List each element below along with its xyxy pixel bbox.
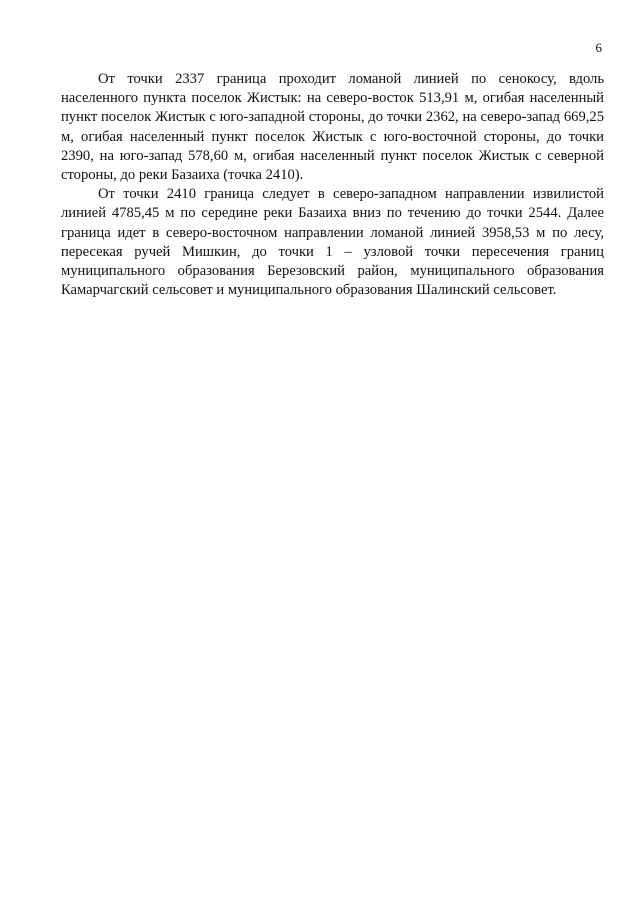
page-number: 6	[595, 40, 602, 55]
paragraph-boundary-zhistyk: От точки 2337 граница проходит ломаной линией по сенокосу, вдоль населенного пункта поселок Жистык: на северо-восток 513,91 м, огибая населенный пункт поселок Жистык с юго-западной стороны, до точки 2362, на северо-запад 669,25 м, огибая населенный пункт поселок Жистык с юго-восточной стороны, до точки 2390, на юго-запад 578,60 м, огибая населенный пункт поселок Жистык с северной стороны, до реки Базаиха (точка 2410).	[61, 71, 604, 184]
document-body	[61, 70, 604, 300]
paragraph-boundary-bazaikha: От точки 2410 граница следует в северо-западном направлении извилистой линией 4785,45 м по середине реки Базаиха вниз по течению до точки 2544. Далее граница идет в северо-восточном направлении ломаной линией 3958,53 м по лесу, пересекая ручей Мишкин, до точки 1 – узловой точки пересечения границ муниципального образования Березовский район, муниципального образования Камарчагский сельсовет и муниципального образования Шалинский сельсовет.	[61, 186, 604, 299]
